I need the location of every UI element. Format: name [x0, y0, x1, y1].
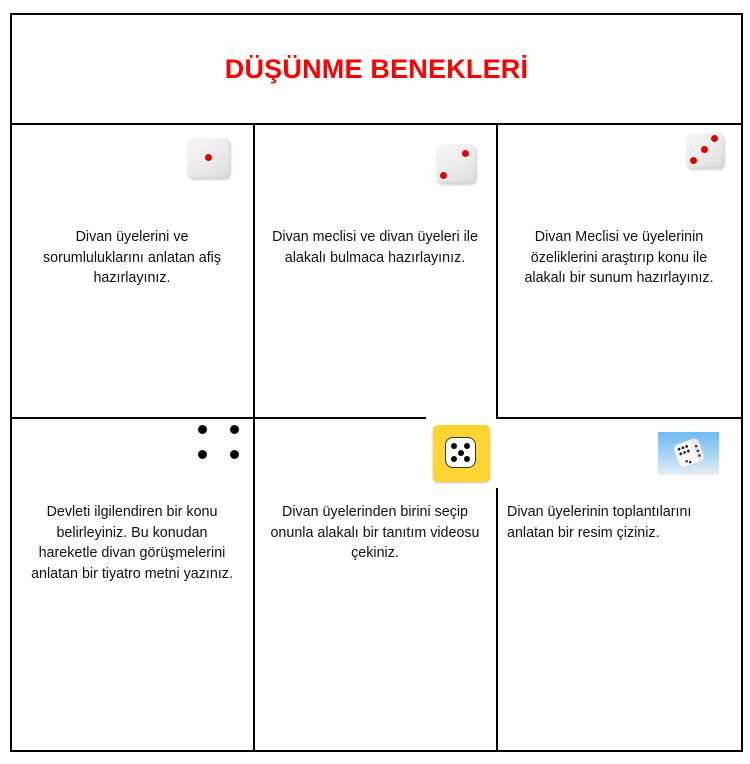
text-line: belirleyiniz. Bu konudan: [56, 524, 208, 541]
red-pip: [440, 172, 447, 179]
text-line: onunla alakalı bir tanıtım videosu: [270, 524, 480, 541]
red-pip: [701, 146, 708, 153]
black-pip: [198, 450, 207, 459]
activity-text-5: [255, 502, 495, 564]
black-pip: [451, 456, 457, 462]
activity-text-6: [507, 502, 739, 543]
activity-text-3: [498, 227, 740, 289]
text-line: alakalı bulmaca hazırlayınız.: [284, 249, 466, 266]
black-pip: [458, 450, 464, 456]
row-divider-left: [10, 417, 426, 419]
die-one-icon: [187, 138, 230, 178]
black-pip: [464, 443, 470, 449]
text-line: hazırlayınız.: [93, 270, 171, 286]
activity-text-4: [12, 502, 252, 584]
text-line: sorumluluklarını anlatan afiş: [42, 249, 221, 266]
black-pip: [230, 425, 239, 434]
text-line: anlatan bir resim çiziniz.: [507, 524, 660, 541]
row-divider-right: [496, 417, 743, 419]
text-line: özeliklerini araştırıp konu ile: [530, 249, 708, 266]
text-line: çekiniz.: [351, 545, 399, 561]
text-line: Divan üyelerinden birini seçip: [282, 504, 468, 520]
text-line: Divan üyelerini ve: [75, 229, 189, 245]
activity-text-2: [255, 227, 495, 268]
text-line: Devleti ilgilendiren bir konu: [46, 504, 218, 520]
page-title: DÜŞÜNME BENEKLERİ: [224, 53, 529, 84]
text-line: Divan Meclisi ve üyelerinin: [534, 229, 704, 245]
text-line: hareketle divan görüşmelerini: [38, 545, 226, 561]
black-pip: [198, 425, 207, 434]
die-two-icon: [436, 144, 476, 183]
activity-text-1: [12, 227, 252, 289]
red-pip: [205, 154, 212, 161]
column-divider-1: [253, 123, 255, 752]
black-pip: [464, 456, 470, 462]
text-line: anlatan bir tiyatro metni yazınız.: [31, 565, 233, 582]
die-three-icon: [686, 133, 724, 168]
text-line: alakalı bir sunum hazırlayınız.: [524, 270, 714, 286]
red-pip: [690, 157, 697, 164]
red-pip: [711, 135, 718, 142]
rolling-die-photo-icon: [658, 432, 719, 475]
black-pip: [230, 450, 239, 459]
column-divider-2-bottom: [496, 488, 498, 752]
dice-face: [445, 437, 476, 468]
red-pip: [462, 150, 469, 157]
four-dots-icon: [197, 424, 241, 464]
text-line: Divan üyelerinin toplantılarını: [507, 504, 692, 520]
yellow-dice-five-icon: [433, 425, 490, 482]
die-graphic: [658, 432, 719, 475]
text-line: Divan meclisi ve divan üyeleri ile: [272, 229, 478, 245]
black-pip: [451, 443, 457, 449]
table-bottom-border: [10, 750, 743, 752]
